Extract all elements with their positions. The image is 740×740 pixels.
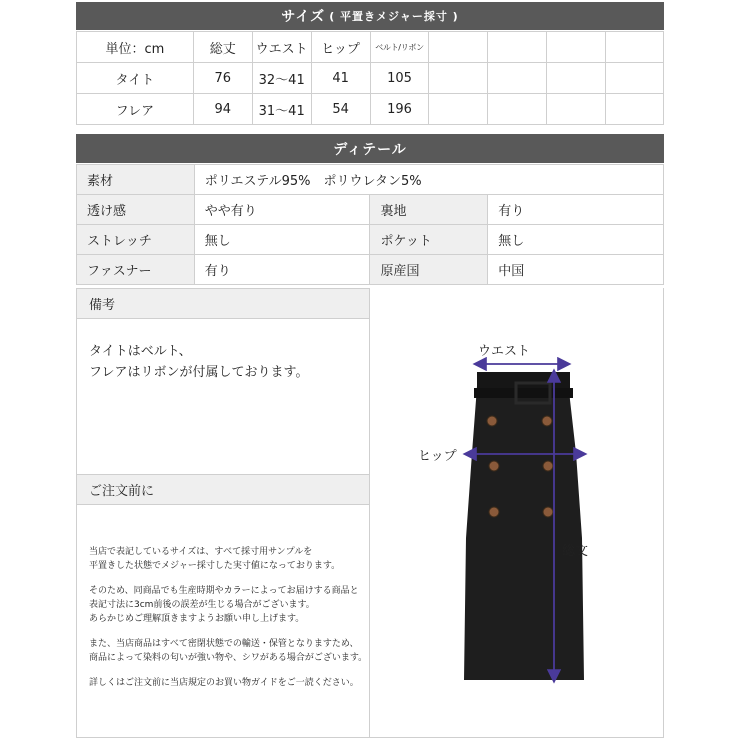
size-cell: 31〜41 bbox=[252, 94, 311, 125]
detail-label-material: 素材 bbox=[77, 165, 195, 195]
size-cell: 94 bbox=[193, 94, 252, 125]
notice-line: そのため、同商品でも生産時期やカラーによってお届けする商品と bbox=[89, 586, 359, 596]
size-cell: 196 bbox=[370, 94, 429, 125]
size-table-row bbox=[77, 63, 664, 94]
detail-label: ファスナー bbox=[77, 255, 195, 285]
detail-title: ディテール bbox=[333, 141, 407, 158]
detail-label: 裏地 bbox=[370, 195, 488, 225]
size-cell: 32〜41 bbox=[252, 63, 311, 94]
notice-body bbox=[76, 505, 370, 738]
detail-value: やや有り bbox=[194, 195, 370, 225]
notice-header bbox=[76, 474, 370, 505]
size-table-row bbox=[77, 94, 664, 125]
detail-row bbox=[77, 225, 664, 255]
detail-value: 無し bbox=[194, 225, 370, 255]
detail-value-material: ポリエステル95% ポリウレタン5% bbox=[194, 165, 663, 195]
detail-value: 中国 bbox=[488, 255, 664, 285]
remarks-line: フレアはリボンが付属しております。 bbox=[89, 365, 309, 380]
detail-row bbox=[77, 255, 664, 285]
size-cell: 76 bbox=[193, 63, 252, 94]
size-header-belt: ベルト/リボン bbox=[370, 32, 429, 63]
detail-value: 有り bbox=[488, 195, 664, 225]
size-header-hip: ヒップ bbox=[311, 32, 370, 63]
notice-line: あらかじめご理解頂きますようお願い申し上げます。 bbox=[89, 614, 305, 624]
notice-line: 表記寸法に3cm前後の誤差が生じる場合がございます。 bbox=[89, 600, 315, 610]
detail-label: 原産国 bbox=[370, 255, 488, 285]
remarks-title: 備考 bbox=[89, 298, 116, 313]
size-header-unit: 単位：cm bbox=[77, 32, 194, 63]
size-cell: 54 bbox=[311, 94, 370, 125]
detail-value: 有り bbox=[194, 255, 370, 285]
belt bbox=[474, 388, 573, 398]
length-label: 総文 bbox=[562, 544, 589, 559]
notice-line: 平置きした状態でメジャー採寸した実寸値になっております。 bbox=[89, 561, 341, 571]
detail-value: 無し bbox=[488, 225, 664, 255]
size-row-name: タイト bbox=[77, 63, 194, 94]
detail-row bbox=[77, 165, 664, 195]
detail-table bbox=[76, 164, 664, 285]
detail-label: ポケット bbox=[370, 225, 488, 255]
hip-label: ヒップ bbox=[418, 449, 457, 464]
size-header-length: 総丈 bbox=[193, 32, 252, 63]
notice-line: 当店で表記しているサイズは、すべて採寸用サンプルを bbox=[89, 547, 313, 557]
size-title: サイズ bbox=[281, 9, 326, 25]
size-cell: 41 bbox=[311, 63, 370, 94]
size-section-header bbox=[76, 2, 664, 30]
notice-paragraph bbox=[89, 545, 369, 573]
detail-row bbox=[77, 195, 664, 225]
notice-line: 詳しくはご注文前に当店規定のお買い物ガイドをご一読ください。 bbox=[89, 678, 359, 688]
skirt-body bbox=[464, 372, 584, 680]
remarks-header bbox=[76, 288, 370, 319]
remarks-line: タイトはベルト、 bbox=[89, 344, 192, 359]
size-subtitle: ( 平置きメジャー採寸 ) bbox=[329, 10, 459, 23]
size-table-header-row bbox=[77, 32, 664, 63]
notice-line: また、当店商品はすべて密閉状態での輸送・保管となりますため、 bbox=[89, 639, 359, 649]
notice-paragraph bbox=[89, 637, 369, 665]
size-table bbox=[76, 31, 664, 125]
detail-label: 透け感 bbox=[77, 195, 195, 225]
size-cell: 105 bbox=[370, 63, 429, 94]
notice-line: 商品によって染料の匂いが強い物や、シワがある場合がございます。 bbox=[89, 653, 368, 663]
remarks-body bbox=[76, 319, 370, 474]
notice-title: ご注文前に bbox=[89, 484, 155, 499]
notice-paragraph bbox=[89, 584, 369, 626]
waist-label: ウエスト bbox=[478, 344, 531, 359]
size-row-name: フレア bbox=[77, 94, 194, 125]
detail-label: ストレッチ bbox=[77, 225, 195, 255]
notice-paragraph bbox=[89, 676, 369, 690]
size-header-waist: ウエスト bbox=[252, 32, 311, 63]
detail-section-header bbox=[76, 134, 664, 163]
